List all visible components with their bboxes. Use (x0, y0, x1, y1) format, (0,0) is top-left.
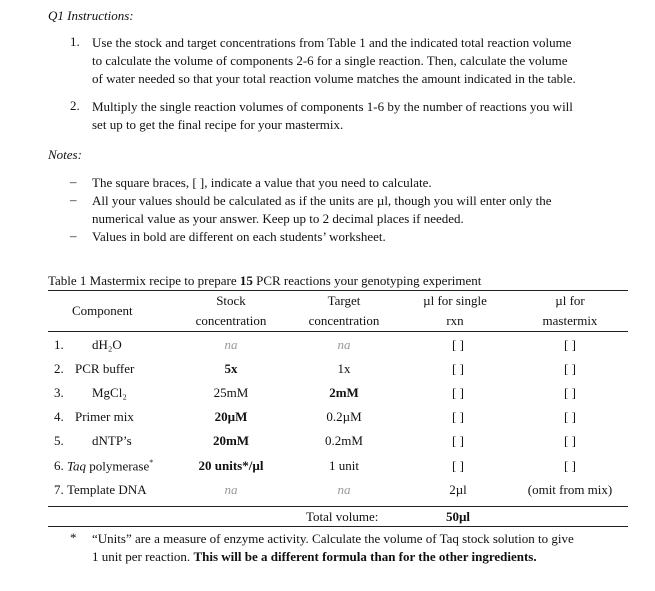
instruction-number: 2. (70, 98, 80, 113)
row-master-blank: [ ] (564, 433, 576, 448)
table-body-rule (48, 506, 628, 507)
instruction-line: Use the stock and target concentrations from Table 1 and the indicated total reaction volume (92, 35, 572, 50)
row-master-blank: [ ] (564, 385, 576, 400)
row-component-footnote-mark: * (149, 458, 154, 467)
footnote-emphasis: This will be a different formula than for the other ingredients. (193, 549, 537, 564)
footnote-text: 1 unit per reaction. (92, 549, 194, 564)
row-single-blank: [ ] (452, 337, 464, 352)
row-number: 7. (54, 482, 64, 497)
header-stock: Stock (216, 293, 246, 308)
row-stock: 20µM (214, 409, 248, 424)
row-component: PCR buffer (75, 361, 135, 376)
row-stock: 20 units*/µl (198, 458, 264, 473)
row-number: 4. (54, 409, 64, 424)
header-target: concentration (308, 313, 380, 328)
row-single-value: 2µl (449, 482, 467, 497)
row-target: na (337, 337, 351, 352)
dash-bullet: – (70, 192, 77, 207)
table-header-rule (48, 331, 628, 332)
row-master-blank: [ ] (564, 409, 576, 424)
row-number: 6. (54, 458, 64, 473)
row-target: 1x (337, 361, 351, 376)
header-mastermix: µl for (555, 293, 585, 308)
row-number: 1. (54, 337, 64, 352)
row-component-italic: Taq (67, 458, 87, 474)
header-stock: concentration (195, 313, 267, 328)
row-target: 2mM (329, 385, 359, 400)
caption-text: Table 1 Mastermix recipe to prepare (48, 273, 240, 288)
total-value: 50µl (445, 509, 471, 524)
footnote (92, 530, 574, 566)
row-target: 1 unit (329, 458, 359, 473)
row-stock: 5x (224, 361, 238, 376)
note-line: numerical value as your answer. Keep up to 2 decimal places if needed. (92, 211, 464, 226)
row-master-blank: [ ] (564, 458, 576, 473)
row-component: dNTP’s (92, 433, 132, 448)
row-single-blank: [ ] (452, 361, 464, 376)
row-number: 2. (54, 361, 64, 376)
dash-bullet: – (70, 228, 77, 243)
row-single-blank: [ ] (452, 458, 464, 473)
table-caption (48, 273, 481, 289)
row-component: MgCl₂ (92, 385, 127, 400)
table-bottom-rule (48, 526, 628, 527)
header-component: Component (72, 303, 133, 318)
row-component-rest: polymerase (86, 458, 150, 474)
instruction-line: Multiply the single reaction volumes of components 1-6 by the number of reactions you will (92, 99, 573, 114)
header-target: Target (327, 293, 361, 308)
row-target: na (337, 482, 351, 497)
instruction-line: set up to get the final recipe for your mastermix. (92, 117, 344, 132)
header-single-rxn: µl for single (423, 293, 487, 308)
row-component: dH₂O (92, 337, 122, 352)
row-single-blank: [ ] (452, 433, 464, 448)
row-master-blank: [ ] (564, 337, 576, 352)
caption-reaction-count: 15 (239, 273, 253, 288)
row-stock: na (224, 337, 238, 352)
row-number: 5. (54, 433, 64, 448)
note-line: The square braces, [ ], indicate a value that you need to calculate. (92, 175, 432, 190)
footnote-line: “Units” are a measure of enzyme activity. Calculate the volume of Taq stock solution to give (92, 531, 574, 546)
row-single-blank: [ ] (452, 385, 464, 400)
row-single-blank: [ ] (452, 409, 464, 424)
row-target: 0.2mM (325, 433, 363, 448)
row-stock: 20mM (212, 433, 250, 448)
row-master-blank: [ ] (564, 361, 576, 376)
q1-title: Q1 Instructions: (48, 8, 134, 23)
row-target: 0.2µM (326, 409, 362, 424)
caption-text: PCR reactions your genotyping experiment (252, 273, 482, 288)
row-stock: na (224, 482, 238, 497)
note-line: Values in bold are different on each students’ worksheet. (92, 229, 386, 244)
row-master-note: (omit from mix) (527, 482, 613, 497)
total-label: Total volume: (306, 509, 379, 524)
instruction-line: to calculate the volume of components 2-6 for a single reaction. Then, calculate the volume (92, 53, 568, 68)
row-component: Template DNA (67, 482, 147, 497)
row-number: 3. (54, 385, 64, 400)
row-component: Primer mix (75, 409, 134, 424)
header-mastermix: mastermix (542, 313, 598, 328)
instruction-line: of water needed so that your total reaction volume matches the amount indicated in the table. (92, 71, 576, 86)
notes-title: Notes: (48, 147, 82, 162)
instruction-number: 1. (70, 34, 80, 49)
row-component (67, 458, 153, 474)
footnote-line (92, 548, 574, 566)
row-stock: 25mM (213, 385, 249, 400)
table-top-rule (48, 290, 628, 291)
header-single-rxn: rxn (446, 313, 464, 328)
footnote-mark: * (70, 530, 77, 545)
dash-bullet: – (70, 174, 77, 189)
note-line: All your values should be calculated as if the units are µl, though you will enter only the (92, 193, 552, 208)
